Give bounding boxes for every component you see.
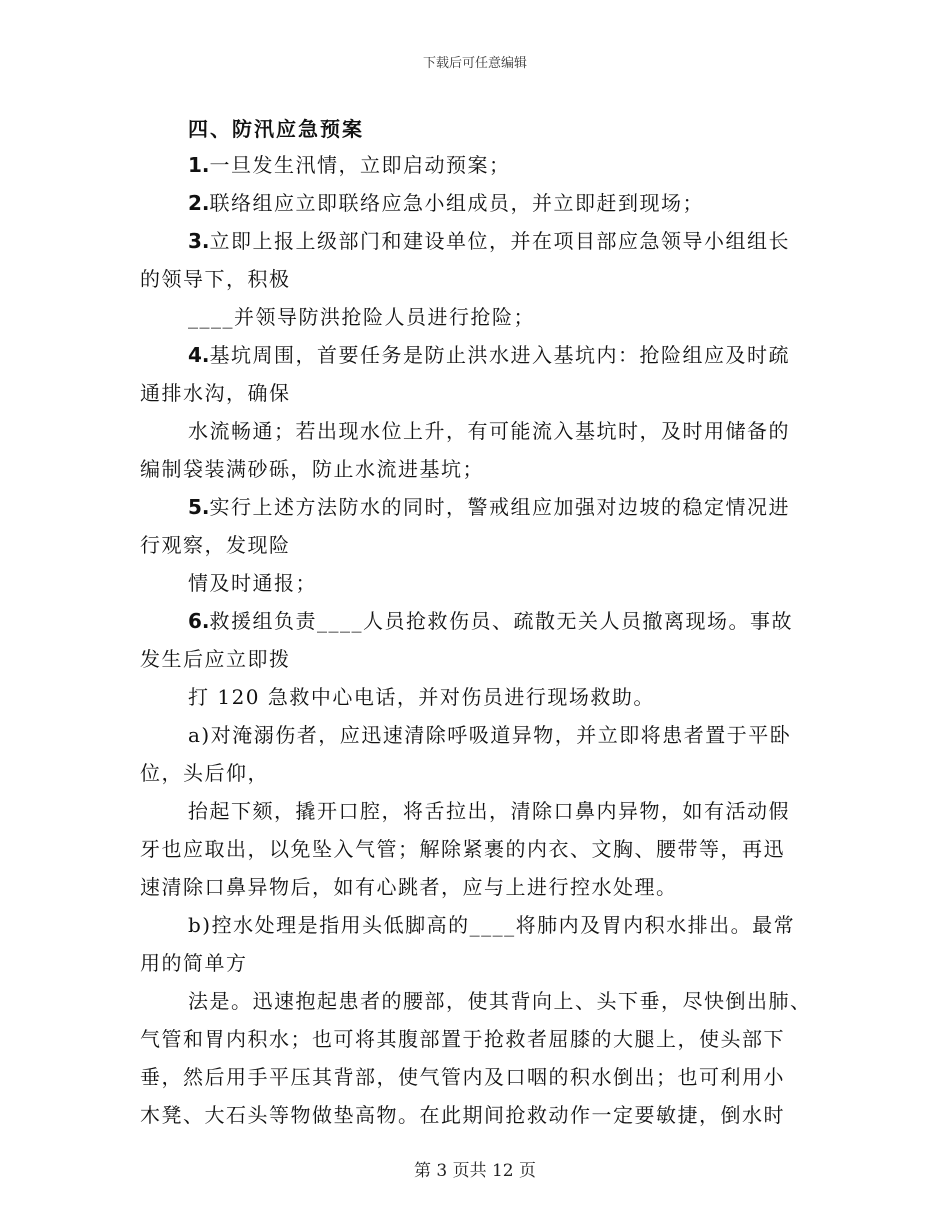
text-line — [140, 792, 812, 830]
page-header: 下载后可任意编辑 — [422, 56, 527, 71]
line-text: ____并领导防洪抢险人员进行抢险； — [188, 305, 535, 329]
list-number: 5. — [188, 495, 210, 519]
text-line — [140, 602, 812, 640]
line-text: 打 120 急救中心电话，并对伤员进行现场救助。 — [188, 685, 655, 709]
text-line — [140, 678, 812, 716]
line-text: 实行上述方法防水的同时，警戒组应加强对边坡的稳定情况进 — [209, 495, 791, 519]
line-text: 立即上报上级部门和建设单位，并在项目部应急领导小组组长 — [209, 229, 791, 253]
line-text: a)对淹溺伤者，应迅速清除呼吸道异物，并立即将患者置于平卧 — [188, 723, 792, 747]
line-text: 联络组应立即联络应急小组成员，并立即赶到现场； — [209, 191, 705, 215]
text-line — [140, 374, 812, 412]
text-line — [140, 450, 812, 488]
paragraph-lines — [140, 146, 812, 1134]
text-line — [140, 412, 812, 450]
list-number: 1. — [188, 153, 210, 177]
text-line — [140, 1058, 812, 1096]
line-text: 用的简单方 — [140, 951, 248, 975]
line-text: 通排水沟，确保 — [140, 381, 291, 405]
text-line — [140, 754, 812, 792]
line-text: 发生后应立即拨 — [140, 647, 291, 671]
line-text: 行观察，发现险 — [140, 533, 291, 557]
text-line — [140, 640, 812, 678]
line-text: 的领导下，积极 — [140, 267, 291, 291]
line-text: 编制袋装满砂砾，防止水流进基坑； — [140, 457, 484, 481]
line-text: b)控水处理是指用头低脚高的____将肺内及胃内积水排出。最常 — [188, 913, 796, 937]
list-number: 4. — [188, 343, 210, 367]
text-line — [140, 830, 812, 868]
document-body — [140, 112, 812, 1134]
text-line — [140, 336, 812, 374]
line-text: 基坑周围，首要任务是防止洪水进入基坑内：抢险组应及时疏 — [209, 343, 791, 367]
line-text: 位，头后仰， — [140, 761, 269, 785]
text-line — [140, 526, 812, 564]
text-line — [140, 716, 812, 754]
text-line — [140, 298, 812, 336]
text-line — [140, 146, 812, 184]
text-line — [140, 868, 812, 906]
text-line — [140, 488, 812, 526]
line-text: 情及时通报； — [188, 571, 317, 595]
line-text: 法是。迅速抱起患者的腰部，使其背向上、头下垂，尽快倒出肺、 — [188, 989, 812, 1013]
line-text: 一旦发生汛情，立即启动预案； — [209, 153, 511, 177]
text-line — [140, 1020, 812, 1058]
text-line — [140, 184, 812, 222]
list-number: 3. — [188, 229, 210, 253]
text-line — [140, 260, 812, 298]
line-text: 垂，然后用手平压其背部，使气管内及口咽的积水倒出；也可利用小 — [140, 1065, 785, 1089]
text-line — [140, 222, 812, 260]
section-title: 四、防汛应急预案 — [188, 117, 364, 141]
text-line — [140, 564, 812, 602]
line-text: 气管和胃内积水；也可将其腹部置于抢救者屈膝的大腿上，使头部下 — [140, 1027, 785, 1051]
line-text: 水流畅通；若出现水位上升，有可能流入基坑时，及时用储备的 — [188, 419, 790, 443]
line-text: 救援组负责____人员抢救伤员、疏散无关人员撤离现场。事故 — [209, 609, 794, 633]
line-text: 速清除口鼻异物后，如有心跳者，应与上进行控水处理。 — [140, 875, 678, 899]
text-line — [140, 982, 812, 1020]
list-number: 6. — [188, 609, 210, 633]
line-text: 抬起下颏，撬开口腔，将舌拉出，清除口鼻内异物，如有活动假 — [188, 799, 790, 823]
line-text: 木凳、大石头等物做垫高物。在此期间抢救动作一定要敏捷，倒水时 — [140, 1103, 785, 1127]
line-text: 牙也应取出，以免坠入气管；解除紧裹的内衣、文胸、腰带等，再迅 — [140, 837, 785, 861]
text-line — [140, 1096, 812, 1134]
text-line — [140, 906, 812, 944]
text-line — [140, 944, 812, 982]
list-number: 2. — [188, 191, 210, 215]
page-footer: 第 3 页共 12 页 — [413, 1161, 537, 1181]
